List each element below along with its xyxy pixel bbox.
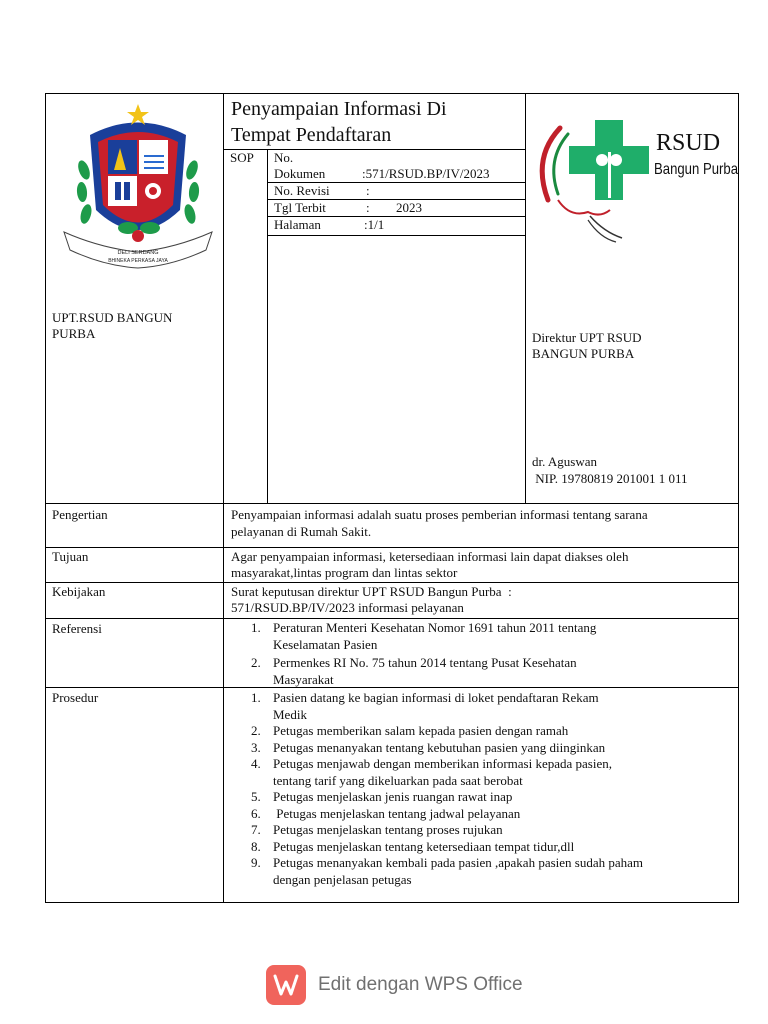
director-name: dr. Aguswan: [532, 454, 597, 469]
director-nip: NIP. 19780819 201001 1 011: [532, 471, 688, 486]
list-item: [223, 855, 738, 888]
revisi-label: No. Revisi: [274, 183, 330, 198]
list-item: [223, 690, 738, 723]
doc-number-label-1: No.: [274, 150, 294, 165]
list-item: [223, 655, 738, 688]
sop-col-divider: [267, 149, 268, 504]
document-title-line1: Penyampaian Informasi Di: [231, 98, 447, 120]
referensi-label: Referensi: [52, 621, 102, 636]
list-item: [223, 789, 738, 806]
doc-number-label-2: Dokumen: [274, 166, 326, 181]
halaman-label: Halaman: [274, 217, 321, 232]
list-item-line: Petugas menjelaskan tentang jadwal pelayanan: [273, 805, 521, 821]
list-item: [223, 740, 738, 757]
list-item-line: Petugas menjelaskan tentang ketersediaan tempat tidur,dll: [273, 838, 575, 854]
list-item: [223, 756, 738, 789]
list-number: 7.: [251, 822, 261, 837]
table-border-header-bottom: [45, 503, 739, 504]
wps-logo-icon: [266, 965, 306, 1005]
list-number: 1.: [251, 690, 261, 705]
header-right-divider: [525, 93, 526, 504]
prosedur-list: [223, 690, 738, 888]
list-item: [223, 806, 738, 823]
pengertian-text-line1: Penyampaian informasi adalah suatu proses pemberian informasi tentang sarana: [231, 507, 648, 522]
rsud-logo-text-2: Bangun Purba: [654, 161, 739, 178]
list-number: 8.: [251, 838, 261, 854]
row-divider-kebijakan: [45, 582, 739, 583]
tujuan-text-line1: Agar penyampaian informasi, ketersediaan informasi lain dapat diakses oleh: [231, 549, 629, 564]
list-item-line: Petugas menjelaskan tentang proses rujukan: [273, 822, 503, 837]
sop-label: SOP: [230, 150, 254, 165]
rsud-logo: [530, 108, 738, 246]
list-number: 9.: [251, 855, 261, 870]
terbit-colon: :: [366, 200, 370, 215]
list-item-line: Permenkes RI No. 75 tahun 2014 tentang Pusat Kesehatan: [273, 655, 577, 670]
table-border-top: [45, 93, 739, 94]
document-title-line2: Tempat Pendaftaran: [231, 124, 392, 146]
list-item-line: Petugas menjawab dengan memberikan informasi kepada pasien,: [273, 756, 612, 771]
list-item-line: Pasien datang ke bagian informasi di loket pendaftaran Rekam: [273, 690, 599, 705]
list-number: 1.: [251, 620, 261, 635]
list-number: 2.: [251, 655, 261, 670]
list-item-line: dengan penjelasan petugas: [273, 871, 412, 887]
table-border-left: [45, 93, 46, 903]
org-name-line2: PURBA: [52, 326, 96, 341]
org-name-line1: UPT.RSUD BANGUN: [52, 310, 173, 325]
list-item: [223, 822, 738, 839]
list-number: 5.: [251, 789, 261, 804]
pengertian-label: Pengertian: [52, 507, 108, 522]
list-item-line: Petugas menanyakan tentang kebutuhan pasien yang diinginkan: [273, 739, 606, 755]
pengertian-text-line2: pelayanan di Rumah Sakit.: [231, 524, 372, 539]
row-divider-referensi: [45, 618, 739, 619]
list-item-line: Keselamatan Pasien: [273, 636, 378, 652]
referensi-list: [223, 620, 738, 688]
kebijakan-text-line1: Surat keputusan direktur UPT RSUD Bangun Purba :: [231, 584, 512, 599]
doc-number-value: :571/RSUD.BP/IV/2023: [362, 166, 490, 181]
list-number: 6.: [251, 805, 261, 821]
director-title-line1: Direktur UPT RSUD: [532, 330, 642, 345]
revisi-value: :: [366, 183, 370, 198]
wps-edit-label: Edit dengan WPS Office: [318, 974, 523, 995]
kebijakan-label: Kebijakan: [52, 584, 106, 599]
list-item-line: Petugas menjelaskan jenis ruangan rawat inap: [273, 789, 513, 804]
list-item-line: Peraturan Menteri Kesehatan Nomor 1691 tahun 2011 tentang: [273, 620, 597, 635]
kebijakan-text-line2: 571/RSUD.BP/IV/2023 informasi pelayanan: [231, 600, 464, 615]
title-bottom-line: [223, 149, 525, 150]
list-item-line: tentang tarif yang dikeluarkan pada saat berobat: [273, 772, 523, 788]
list-item-line: Medik: [273, 706, 307, 722]
rsud-logo-text-1: RSUD: [656, 130, 721, 156]
list-item-line: Petugas menanyakan kembali pada pasien ,apakah pasien sudah paham: [273, 855, 644, 870]
table-border-bottom: [45, 902, 739, 903]
list-item: [223, 839, 738, 856]
row-divider-tujuan: [45, 547, 739, 548]
deli-serdang-logo: [60, 100, 216, 270]
list-item: [223, 723, 738, 740]
table-border-right: [738, 93, 739, 903]
list-number: 2.: [251, 723, 261, 738]
director-title-line2: BANGUN PURBA: [532, 346, 635, 361]
wps-edit-button[interactable]: [266, 965, 523, 1005]
halaman-row-line: [267, 235, 525, 236]
tujuan-text-line2: masyarakat,lintas program dan lintas sektor: [231, 565, 458, 580]
halaman-value: :1/1: [364, 217, 385, 232]
logo-ribbon-text-1: DELI SERDANG: [117, 250, 159, 256]
terbit-value: 2023: [396, 200, 422, 215]
list-item: [223, 620, 738, 653]
list-number: 4.: [251, 756, 261, 771]
tujuan-label: Tujuan: [52, 549, 89, 564]
terbit-label: Tgl Terbit: [274, 200, 326, 215]
prosedur-label: Prosedur: [52, 690, 99, 705]
list-number: 3.: [251, 739, 261, 755]
list-item-line: Petugas memberikan salam kepada pasien dengan ramah: [273, 723, 569, 738]
list-item-line: Masyarakat: [273, 671, 334, 687]
logo-ribbon-text-2: BHINEKA PERKASA JAYA: [108, 258, 168, 264]
